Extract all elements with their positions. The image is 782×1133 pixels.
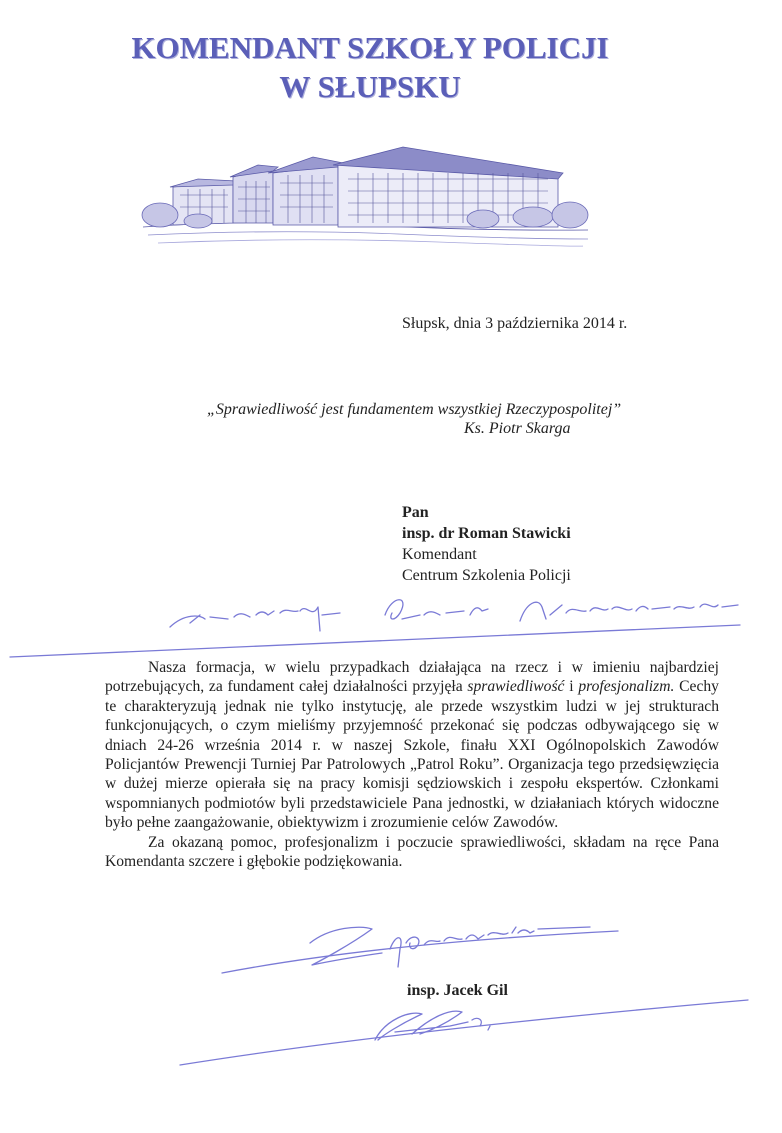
body-p1-part-b: i (564, 678, 579, 696)
letterhead-line-2: W SŁUPSKU (279, 69, 461, 104)
letterhead (0, 28, 740, 106)
addressee-salutation: Pan (402, 504, 429, 521)
addressee-unit: Centrum Szkolenia Policji (402, 567, 571, 584)
letter-body (105, 658, 719, 871)
body-p1-part-c: Cechy te charakteryzują jednak nie tylko instytucję, ale przede wszystkim ludzi w jej strukturach funkcjonujących, o czym mieliśmy przyjemność przekonać się podczas odbywającego się w dniach 24-26 września 2014 r. w naszej Szkole, finału XXI Ogólnopolskich Zawodów Policjantów Prewencji Turniej Par Patrolowych „Patrol Roku”. Organizacja tego przedsięwzięcia w dużej mierze opierała się na pracy komisji sędziowskich i zespołu ekspertów. Członkami wspomnianych podmiotów byli przedstawiciele Pana jednostki, w działaniach których widoczne było pełne zaangażowanie, obiektywizm i zrozumienie celów Zawodów. (105, 678, 719, 832)
handwritten-note (0, 585, 782, 660)
handwritten-signature (150, 990, 750, 1070)
body-p1-emphasis-2: profesjonalizm. (578, 678, 675, 696)
school-building-illustration (138, 135, 593, 250)
addressee-name: insp. dr Roman Stawicki (402, 525, 571, 542)
body-paragraph-1 (105, 658, 719, 833)
quote-author: Ks. Piotr Skarga (464, 420, 571, 437)
quote-text: „Sprawiedliwość jest fundamentem wszystkiej Rzeczypospolitej” (207, 401, 622, 418)
body-paragraph-2: Za okazaną pomoc, profesjonalizm i poczucie sprawiedliwości, składam na ręce Pana Komendanta szczere i głębokie podziękowania. (105, 833, 719, 871)
letterhead-line-1: KOMENDANT SZKOŁY POLICJI (131, 30, 609, 65)
handwritten-closing-signature (200, 905, 620, 980)
addressee-block (402, 502, 571, 586)
signer-name: insp. Jacek Gil (407, 982, 508, 999)
addressee-position: Komendant (402, 546, 477, 563)
date-line: Słupsk, dnia 3 października 2014 r. (402, 315, 628, 332)
body-p1-emphasis-1: sprawiedliwość (467, 678, 565, 696)
body-p1-part-a: Nasza formacja, w wielu przypadkach działająca na rzecz i w imieniu najbardziej potrzebujących, za fundament całej działalności przyjęła (105, 659, 719, 696)
